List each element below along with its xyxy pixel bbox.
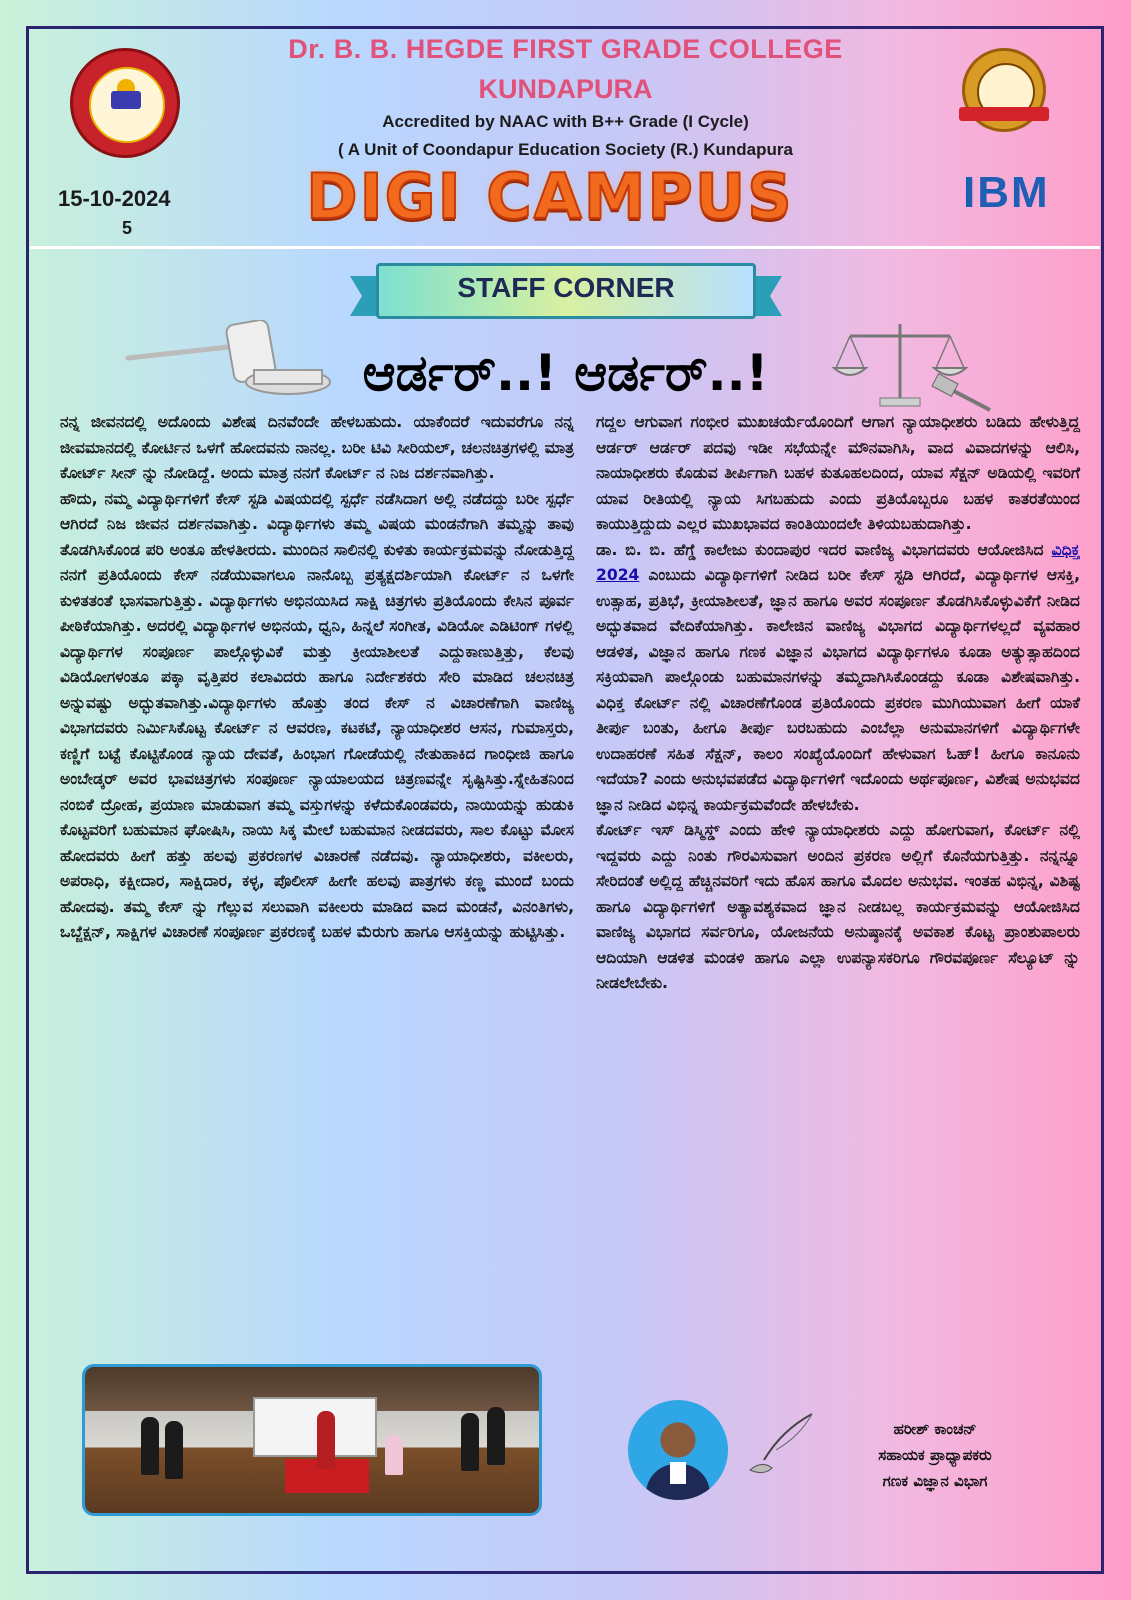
unit-line: ( A Unit of Coondapur Education Society (R.) Kundapura xyxy=(338,140,793,159)
ibm-logo: IBM xyxy=(963,168,1050,217)
author-name: ಹರೀಶ್ ಕಾಂಚನ್ xyxy=(893,1420,977,1438)
article-text: ಡಾ. ಬಿ. ಬಿ. ಹೆಗ್ಡೆ ಕಾಲೇಜು ಕುಂದಾಪುರ ಇದರ ವಾಣಿಜ್ಯ ವಿಭಾಗದವರು ಆಯೋಜಿಸಿದ xyxy=(596,540,1052,559)
college-place: KUNDAPURA xyxy=(478,74,653,104)
college-name: Dr. B. B. HEGDE FIRST GRADE COLLEGE xyxy=(288,34,843,64)
event-link[interactable]: ವಿಧಿಕ್ತ 2024 xyxy=(596,540,1080,584)
article-paragraph xyxy=(596,538,1080,819)
article-paragraph: ಗದ್ದಲ ಆಗುವಾಗ ಗಂಭೀರ ಮುಖಚರ್ಯೆಯೊಂದಿಗೆ ಆಗಾಗ ನ್ಯಾಯಾಧೀಶರು ಬಡಿದು ಹೇಳುತ್ತಿದ್ದ ಆರ್ಡರ್ ಆರ್ಡರ್ ಪದವು ಇಡೀ ಸಭೆಯನ್ನೇ ಮೌನವಾಗಿಸಿ, ವಾದ ವಿವಾದಗಳನ್ನು ಆಲಿಸಿ, ನಾಯಾಧೀಶರು ಕೊಡುವ ತೀರ್ಪಿಗಾಗಿ ಬಹಳ ಕುತೂಹಲದಿಂದ, ಯಾವ ಸೆಕ್ಷನ್ ಅಡಿಯಲ್ಲಿ ಇವರಿಗೆ ಯಾವ ರೀತಿಯಲ್ಲಿ ನ್ಯಾಯ ಸಿಗಬಹುದು ಎಂದು ಪ್ರತಿಯೊಬ್ಬರೂ ಬಹಳ ಕಾತರತೆಯಿಂದ ಕಾಯುತ್ತಿದ್ದುದು ಎಲ್ಲರ ಮುಖಭಾವದ ಕಾಂತಿಯಿಂದಲೇ ತಿಳಿಯಬಹುದಾಗಿತ್ತು. xyxy=(596,413,1080,533)
article-paragraph: ನನ್ನ ಜೀವನದಲ್ಲಿ ಅದೊಂದು ವಿಶೇಷ ದಿನವೆಂದೇ ಹೇಳಬಹುದು. ಯಾಕೆಂದರೆ ಇದುವರೆಗೂ ನನ್ನ ಜೀವಮಾನದಲ್ಲಿ ಕೋರ್ಟಿನ ಒಳಗೆ ಹೋದವನು ನಾನಲ್ಲ. ಬರೀ ಟಿವಿ ಸೀರಿಯಲ್, ಚಲನಚಿತ್ರಗಳಲ್ಲಿ ಮಾತ್ರ ಕೋರ್ಟ್ ಸೀನ್ ನ್ನು ನೋಡಿದ್ದೆ. ಅಂದು ಮಾತ್ರ ನನಗೆ ಕೋರ್ಟ್ ನ ನಿಜ ದರ್ಶನವಾಗಿತ್ತು. xyxy=(60,413,574,482)
event-photo xyxy=(82,1364,542,1516)
section-banner-label: STAFF CORNER xyxy=(457,272,675,303)
author-department: ಗಣಕ ವಿಜ್ಞಾನ ವಿಭಾಗ xyxy=(882,1472,988,1490)
article-column-left xyxy=(60,410,574,946)
issue-date: 15-10-2024 xyxy=(58,186,171,211)
article-text: ಎಂಬುದು ವಿದ್ಯಾರ್ಥಿಗಳಿಗೆ ನೀಡಿದ ಬರೀ ಕೇಸ್ ಸ್ಟಡಿ ಆಗಿರದೆ, ವಿದ್ಯಾರ್ಥಿಗಳ ಆಸಕ್ತಿ, ಉತ್ಸಾಹ, ಪ್ರತಿಭೆ, ಕ್ರೀಯಾಶೀಲತೆ, ಜ್ಞಾನ ಹಾಗೂ ಅವರ ಸಂಪೂರ್ಣ ತೊಡಗಿಸಿಕೊಳ್ಳುವಿಕೆಗೆ ನೀಡಿದ ಅದ್ಭುತವಾದ ವೇದಿಕೆಯಾಗಿತ್ತು. ಕಾಲೇಜಿನ ವಾಣಿಜ್ಯ ವಿಭಾಗದ ವಿದ್ಯಾರ್ಥಿಗಳಲ್ಲದೆ ವ್ಯವಹಾರ ಆಡಳಿತ, ವಿಜ್ಞಾನ ಹಾಗೂ ಗಣಕ ವಿಜ್ಞಾನ ವಿಭಾಗದ ವಿದ್ಯಾರ್ಥಿಗಳೂ ಕೂಡಾ ಅತ್ಯುತ್ಸಾಹದಿಂದ ಸಕ್ರಿಯವಾಗಿ ಪಾಲ್ಗೊಂಡು ಬಹುಮಾನಗಳನ್ನು ತಮ್ಮದಾಗಿಸಿಕೊಂಡದ್ದು ಕೂಡಾ ವಿಶೇಷವಾಗಿತ್ತು. ವಿಧಿಕ್ತ ಕೋರ್ಟ್ ನಲ್ಲಿ ವಿಚಾರಣೆಗೊಂಡ ಪ್ರತಿಯೊಂದು ಪ್ರಕರಣ ಮುಗಿಯುವಾಗ ಹೀಗೆ ಯಾಕೆ ತೀರ್ಪು ಬಂತು, ಹೀಗೂ ತೀರ್ಪು ಬರಬಹುದು ಎಂಬೆಲ್ಲಾ ಅನುಮಾನಗಳಿಗೆ ವಿದ್ಯಾರ್ಥಿಗಳೇ ಉದಾಹರಣೆ ಸಹಿತ ಸೆಕ್ಷನ್, ಕಾಲಂ ಸಂಖ್ಯೆಯೊಂದಿಗೆ ಹೇಳುವಾಗ ಓಹ್! ಹೀಗೂ ಕಾನೂನು ಇದೆಯಾ? ಎಂದು ಅನುಭವಪಡೆದ ವಿದ್ಯಾರ್ಥಿಗಳಿಗೆ ಇದೊಂದು ಅರ್ಥಪೂರ್ಣ, ವಿಶೇಷ ಅನುಭವದ ಜ್ಞಾನ ನೀಡಿದ ವಿಭಿನ್ನ ಕಾರ್ಯಕ್ರಮವೆಂದೇ ಹೇಳಬೇಕು. xyxy=(596,566,1080,814)
article-paragraph: ಹೌದು, ನಮ್ಮ ವಿದ್ಯಾರ್ಥಿಗಳಿಗೆ ಕೇಸ್ ಸ್ಟಡಿ ವಿಷಯದಲ್ಲಿ ಸ್ಪರ್ಧೆ ನಡೆಸಿದಾಗ ಅಲ್ಲಿ ನಡೆದದ್ದು ಬರೀ ಸ್ಪರ್ಧೆ ಆಗಿರದೆ ನಿಜ ಜೀವನ ದರ್ಶನವಾಗಿತ್ತು. ವಿದ್ಯಾರ್ಥಿಗಳು ತಮ್ಮ ವಿಷಯ ಮಂಡನೆಗಾಗಿ ತಮ್ಮನ್ನು ತಾವು ತೊಡಗಿಸಿಕೊಂಡ ಪರಿ ಅಂತೂ ಹೇಳತೀರದು. ಮುಂದಿನ ಸಾಲಿನಲ್ಲಿ ಕುಳಿತು ಕಾರ್ಯಕ್ರಮವನ್ನು ನೋಡುತ್ತಿದ್ದ ನನಗೆ ಪ್ರತಿಯೊಂದು ಕೇಸ್ ನಡೆಯುವಾಗಲೂ ನಾನೊಬ್ಬ ಪ್ರತ್ಯಕ್ಷದರ್ಶಿಯಾಗಿ ಕೋರ್ಟ್ ನ ಒಳಗೇ ಕುಳಿತತಂತೆ ಭಾಸವಾಗುತ್ತಿತ್ತು. ವಿದ್ಯಾರ್ಥಿಗಳು ಅಭಿನಯಿಸಿದ ಸಾಕ್ಷಿ ಚಿತ್ರಗಳು ಪ್ರತಿಯೊಂದು ಕೇಸಿನ ಪೂರ್ವ ಪೀಠಿಕೆಯಾಗಿತ್ತು. ಅದರಲ್ಲಿ ವಿದ್ಯಾರ್ಥಿಗಳ ಅಭಿನಯ, ಧ್ವನಿ, ಹಿನ್ನಲೆ ಸಂಗೀತ, ವಿಡಿಯೋ ಎಡಿಟಿಂಗ್ ಗಳಲ್ಲಿ ವಿದ್ಯಾರ್ಥಿಗಳ ಸಂಪೂರ್ಣ ಪಾಲ್ಗೊಳ್ಳುವಿಕೆ ಮತ್ತು ಕ್ರೀಯಾಶೀಲತೆ ಎದ್ದುಕಾಣುತ್ತಿತ್ತು, ಕೆಲವು ವಿಡಿಯೋಗಳಂತೂ ಪಕ್ಕಾ ವೃತ್ತಿಪರ ಕಲಾವಿದರು ಹಾಗೂ ನಿರ್ದೇಶಕರು ಸೇರಿ ಮಾಡಿದ ಚಲನಚಿತ್ರ ಅನ್ನುವಷ್ಟು ಅದ್ಭುತವಾಗಿತ್ತು.ವಿದ್ಯಾರ್ಥಿಗಳು ಹೊತ್ತು ತಂದ ಕೇಸ್ ನ ವಿಚಾರಣೆಗಾಗಿ ವಾಣಿಜ್ಯ ವಿಭಾಗದವರು ನಿರ್ಮಿಸಿಕೊಟ್ಟ ಕೋರ್ಟ್ ನ ಆವರಣ, ಕಟಕಟೆ, ನ್ಯಾಯಾಧೀಶರ ಆಸನ, ಗುಮಾಸ್ತರು, ಕಣ್ಣಿಗೆ ಬಟ್ಟೆ ಕೊಟ್ಟಿಕೊಂಡ ನ್ಯಾಯ ದೇವತೆ, ಹಿಂಭಾಗ ಗೋಡೆಯಲ್ಲಿ ನೇತುಹಾಕಿದ ಗಾಂಧೀಜಿ ಹಾಗೂ ಅಂಬೇಡ್ಕರ್ ಅವರ ಭಾವಚಿತ್ರಗಳು ಸಂಪೂರ್ಣ ನ್ಯಾಯಾಲಯದ ಚಿತ್ರಣವನ್ನೇ ಸೃಷ್ಟಿಸಿತ್ತು.ಸ್ನೇಹಿತನಿಂದ ನಂಬಿಕೆ ದ್ರೋಹ, ಪ್ರಯಾಣ ಮಾಡುವಾಗ ತಮ್ಮ ವಸ್ತುಗಳನ್ನು ಕಳೆದುಕೊಂಡವರು, ನಾಯಿಯನ್ನು ಹುಡುಕಿ ಕೊಟ್ಟವರಿಗೆ ಬಹುಮಾನ ಘೋಷಿಸಿ, ನಾಯಿ ಸಿಕ್ಕ ಮೇಲೆ ಬಹುಮಾನ ನೀಡದವರು, ಸಾಲ ಕೊಟ್ಟು ಮೋಸ ಹೋದವರು ಹೀಗೆ ಹತ್ತು ಹಲವು ಪ್ರಕರಣಗಳ ವಿಚಾರಣೆ ನಡೆದವು. ನ್ಯಾಯಾಧೀಶರು, ವಕೀಲರು, ಅಪರಾಧಿ, ಕಕ್ಷೀದಾರ, ಸಾಕ್ಷಿದಾರ, ಕಳ್ಳ, ಪೊಲೀಸ್ ಹೀಗೇ ಹಲವು ಪಾತ್ರಗಳು ಕಣ್ಣ ಮುಂದೆ ಬಂದು ಹೋದವು. ತಮ್ಮ ಕೇಸ್ ನ್ನು ಗೆಲ್ಲುವ ಸಲುವಾಗಿ ವಕೀಲರು ಮಾಡಿದ ವಾದ ಮಂಡನೆ, ವಿನಂತಿಗಳು, ಒಬ್ಜೆಕ್ಷನ್, ಸಾಕ್ಷಿಗಳ ವಿಚಾರಣೆ ಸಂಪೂರ್ಣ ಪ್ರಕರಣಕ್ಕೆ ಬಹಳ ಮೆರುಗು ಹಾಗೂ ಆಸಕ್ತಿಯನ್ನು ಹುಟ್ಟಿಸಿತ್ತು. xyxy=(60,489,574,941)
quill-icon xyxy=(742,1410,822,1480)
author-role: ಸಹಾಯಕ ಪ್ರಾಧ್ಯಾಪಕರು xyxy=(878,1446,992,1464)
author-avatar xyxy=(628,1400,728,1500)
issue-number: 5 xyxy=(122,218,133,238)
accreditation: Accredited by NAAC with B++ Grade (I Cycle) xyxy=(382,112,749,131)
article-column-right xyxy=(596,410,1080,997)
article-title: ಆರ್ಡರ್..! ಆರ್ಡರ್..! xyxy=(362,344,769,402)
newsletter-title: DIGI CAMPUS xyxy=(306,160,794,233)
article-paragraph: ಕೋರ್ಟ್ ಇಸ್ ಡಿಸ್ಮಿಸ್ಡ್ ಎಂದು ಹೇಳಿ ನ್ಯಾಯಾಧೀಶರು ಎದ್ದು ಹೋಗುವಾಗ, ಕೋರ್ಟ್ ನಲ್ಲಿ ಇದ್ದವರು ಎದ್ದು ನಿಂತು ಗೌರವಿಸುವಾಗ ಅಂದಿನ ಪ್ರಕರಣ ಅಲ್ಲಿಗೆ ಕೊನೆಯಗುತ್ತಿತ್ತು. ನನ್ನನ್ನೂ ಸೇರಿದಂತೆ ಅಲ್ಲಿದ್ದ ಹೆಚ್ಚಿನವರಿಗೆ ಇದು ಹೊಸ ಹಾಗೂ ಮೊದಲ ಅನುಭವ. ಇಂತಹ ವಿಭಿನ್ನ, ವಿಶಿಷ್ಟ ಹಾಗೂ ವಿದ್ಯಾರ್ಥಿಗಳಿಗೆ ಅತ್ಯಾವಶ್ಯಕವಾದ ಜ್ಞಾನ ನೀಡಬಲ್ಲ ಕಾರ್ಯಕ್ರಮವನ್ನು ಆಯೋಜಿಸಿದ ವಾಣಿಜ್ಯ ವಿಭಾಗದ ಸರ್ವರಿಗೂ, ಯೋಜನೆಯ ಅನುಷ್ಠಾನಕ್ಕೆ ಅವಕಾಶ ಕೊಟ್ಟ ಪ್ರಾಂಶುಪಾಲರು ಆದಿಯಾಗಿ ಆಡಳಿತ ಮಂಡಳಿ ಹಾಗೂ ಎಲ್ಲಾ ಉಪನ್ಯಾಸಕರಿಗೂ ಗೌರವಪೂರ್ಣ ಸೆಲ್ಯೂಟ್ ನ್ನು ನೀಡಲೇಬೇಕು. xyxy=(596,821,1080,992)
divider xyxy=(30,246,1100,249)
